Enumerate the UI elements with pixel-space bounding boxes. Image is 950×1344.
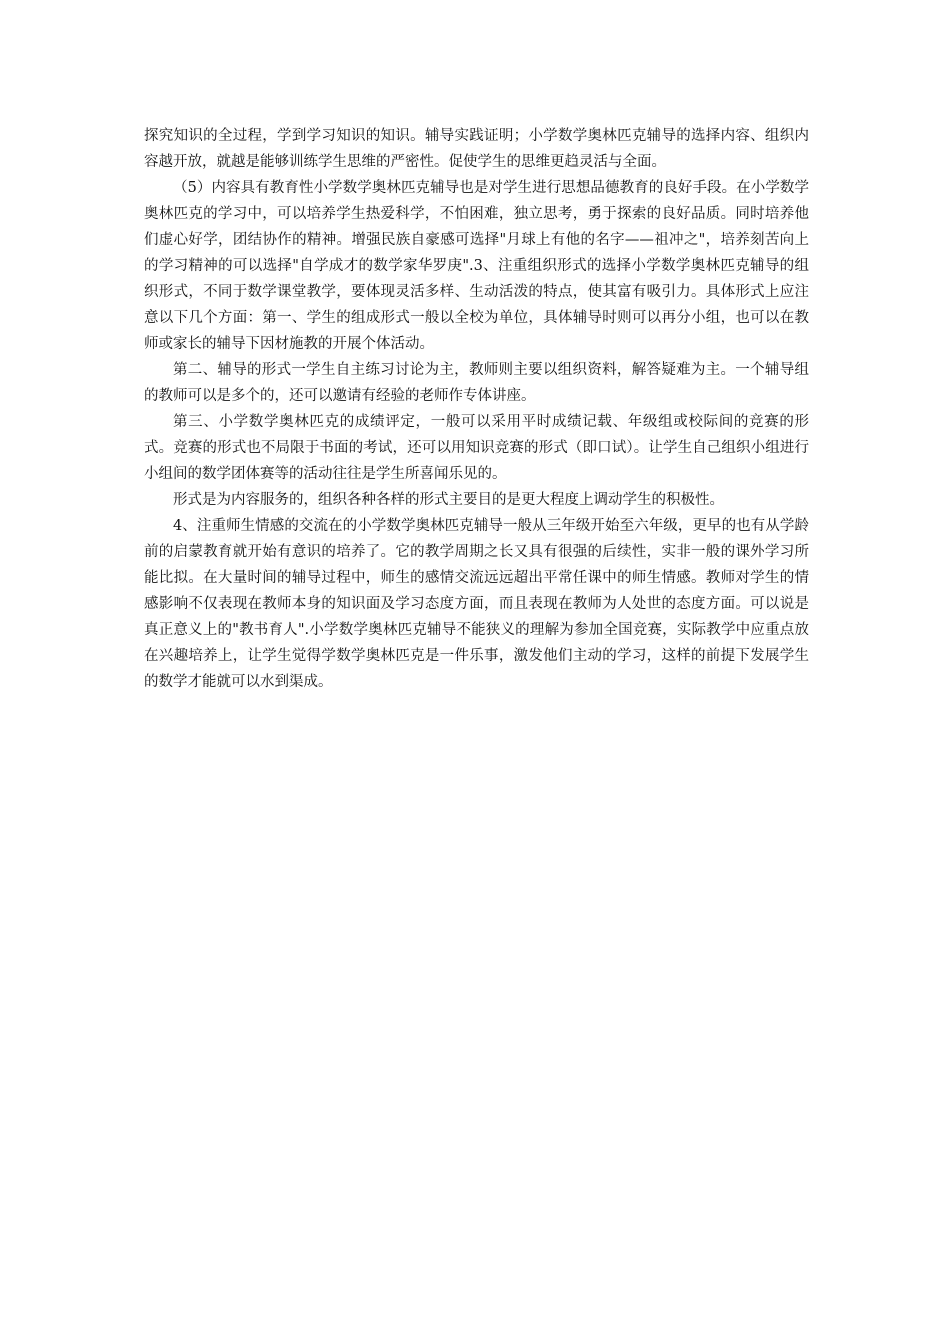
paragraph-form-serves-content: 形式是为内容服务的，组织各种各样的形式主要目的是更大程度上调动学生的积极性。 bbox=[173, 492, 724, 508]
paragraph-third-evaluation: 第三、小学数学奥林匹克的成绩评定，一般可以采用平时成绩记载、年级组或校际间的竞赛的形式。竞赛的形式也不局限于书面的考试，还可以用知识竞赛的形式（即口试）。让学生自己组织小组进行小组间的数学团体赛等的活动往往是学生所喜闻乐见的。 bbox=[144, 414, 809, 482]
paragraph-content-education: （5）内容具有教育性小学数学奥林匹克辅导也是对学生进行思想品德教育的良好手段。在小学数学奥林匹克的学习中，可以培养学生热爱科学，不怕困难，独立思考，勇于探索的良好品质。同时培养他们虚心好学，团结协作的精神。增强民族自豪感可选择"月球上有他的名字——祖冲之"，培养刻苦向上的学习精神的可以选择"自学成才的数学家华罗庚".3、注重组织形式的选择小学数学奥林匹克辅导的组织形式，不同于数学课堂教学，要体现灵活多样、生动活泼的特点，使其富有吸引力。具体形式上应注意以下几个方面：第一、学生的组成形式一般以全校为单位，具体辅导时则可以再分小组，也可以在教师或家长的辅导下因材施教的开展个体活动。 bbox=[144, 180, 809, 352]
paragraph-teacher-student-emotion: 4、注重师生情感的交流在的小学数学奥林匹克辅导一般从三年级开始至六年级，更早的也有从学龄前的启蒙教育就开始有意识的培养了。它的教学周期之长又具有很强的后续性，实非一般的课外学习所能比拟。在大量时间的辅导过程中，师生的感情交流远远超出平常任课中的师生情感。教师对学生的情感影响不仅表现在教师本身的知识面及学习态度方面，而且表现在教师为人处世的态度方面。可以说是真正意义上的"教书育人".小学数学奥林匹克辅导不能狭义的理解为参加全国竞赛，实际教学中应重点放在兴趣培养上，让学生觉得学数学奥林匹克是一件乐事，激发他们主动的学习，这样的前提下发展学生的数学才能就可以水到渠成。 bbox=[144, 518, 809, 690]
document-body bbox=[144, 123, 809, 695]
paragraph-continuation: 探究知识的全过程，学到学习知识的知识。辅导实践证明；小学数学奥林匹克辅导的选择内容、组织内容越开放，就越是能够训练学生思维的严密性。促使学生的思维更趋灵活与全面。 bbox=[144, 128, 809, 170]
paragraph-second-form: 第二、辅导的形式一学生自主练习讨论为主，教师则主要以组织资料，解答疑难为主。一个辅导组的教师可以是多个的，还可以邀请有经验的老师作专体讲座。 bbox=[144, 362, 809, 404]
